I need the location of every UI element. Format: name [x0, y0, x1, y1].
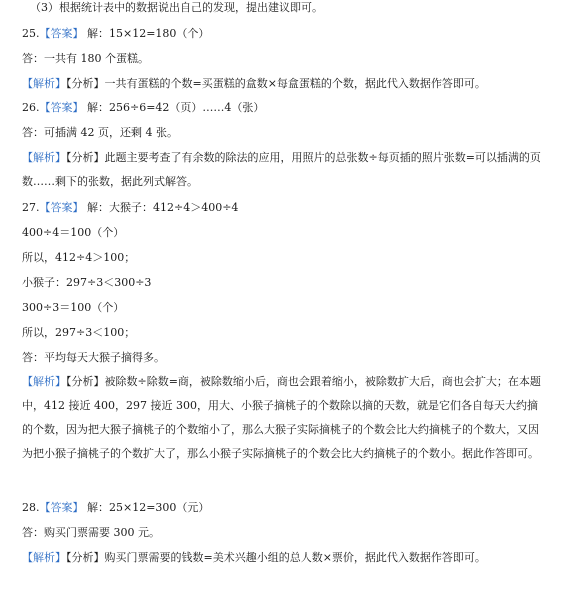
solution: 解：256÷6=42（页）……4（张）	[87, 101, 265, 114]
final-answer: 答：购买门票需要 300 元。	[22, 526, 160, 539]
solution: 解：15×12=180（个）	[87, 27, 210, 40]
explanation-label: 【解析】	[22, 151, 66, 164]
answer-label: 【答案】	[39, 201, 84, 214]
step-text: 小猴子：297÷3＜300÷3	[22, 276, 152, 289]
question-25-final	[22, 51, 149, 67]
explanation-label: 【解析】	[22, 77, 66, 90]
question-27-analysis	[22, 370, 547, 466]
step-text: 所以，297÷3＜100；	[22, 326, 136, 339]
analysis-text: 被除数÷除数=商，被除数缩小后，商也会跟着缩小，被除数扩大后，商也会扩大；在本题中，412 接近 400，297 接近 300，用大、小猴子摘桃子的个数除以摘的天数，就是它们各自每天大约摘的个数，因为把大猴子摘桃子的个数缩小了，那么大猴子实际摘桃子的个数会比大约摘桃子的个数大，又因为把小猴子摘桃子的个数扩大了，那么小猴子实际摘桃子的个数会比大约摘桃子的个数小。据此作答即可。	[22, 375, 541, 460]
final-answer: 答：平均每天大猴子摘得多。	[22, 351, 165, 364]
text: （3）根据统计表中的数据说出自己的发现，提出建议即可。	[30, 1, 323, 14]
question-28-final	[22, 525, 160, 541]
final-answer: 答：一共有 180 个蛋糕。	[22, 52, 149, 65]
question-26-analysis	[22, 146, 547, 194]
step-text: 400÷4＝100（个）	[22, 226, 125, 239]
question-25-analysis	[22, 76, 486, 92]
question-number: 25.	[22, 27, 40, 40]
question-26-final	[22, 125, 178, 141]
explanation-label: 【解析】	[22, 551, 66, 564]
analysis-text: 购买门票需要的钱数=美术兴趣小组的总人数×票价，据此代入数据作答即可。	[104, 551, 486, 564]
analysis-text: 此题主要考查了有余数的除法的应用，用照片的总张数÷每页插的照片张数=可以插满的页数……剩下的张数，据此列式解答。	[22, 151, 541, 188]
solution-step	[22, 250, 135, 266]
answer-label: 【答案】	[39, 101, 84, 114]
analysis-label: 【分析】	[66, 151, 105, 164]
analysis-text: 一共有蛋糕的个数=买蛋糕的盒数×每盒蛋糕的个数，据此代入数据作答即可。	[104, 77, 486, 90]
final-answer: 答：可插满 42 页，还剩 4 张。	[22, 126, 178, 139]
question-26-answer	[22, 100, 264, 116]
solution-step	[22, 275, 151, 291]
solution-step	[22, 225, 124, 241]
question-27-answer	[22, 200, 238, 216]
solution: 解：25×12=300（元）	[87, 501, 210, 514]
question-28-answer	[22, 500, 209, 516]
question-number: 27.	[22, 201, 40, 214]
question-25-answer	[22, 26, 209, 42]
analysis-label: 【分析】	[66, 77, 105, 90]
explanation-label: 【解析】	[22, 375, 66, 388]
text-line	[30, 0, 323, 16]
answer-label: 【答案】	[39, 501, 84, 514]
analysis-label: 【分析】	[66, 375, 105, 388]
step-text: 300÷3＝100（个）	[22, 301, 125, 314]
question-27-final	[22, 350, 165, 366]
solution-step	[22, 325, 135, 341]
answer-label: 【答案】	[39, 27, 84, 40]
solution: 解：大猴子：412÷4＞400÷4	[87, 201, 239, 214]
question-number: 26.	[22, 101, 40, 114]
step-text: 所以，412÷4＞100；	[22, 251, 136, 264]
solution-step	[22, 300, 124, 316]
question-28-analysis	[22, 550, 486, 566]
question-number: 28.	[22, 501, 40, 514]
analysis-label: 【分析】	[66, 551, 105, 564]
